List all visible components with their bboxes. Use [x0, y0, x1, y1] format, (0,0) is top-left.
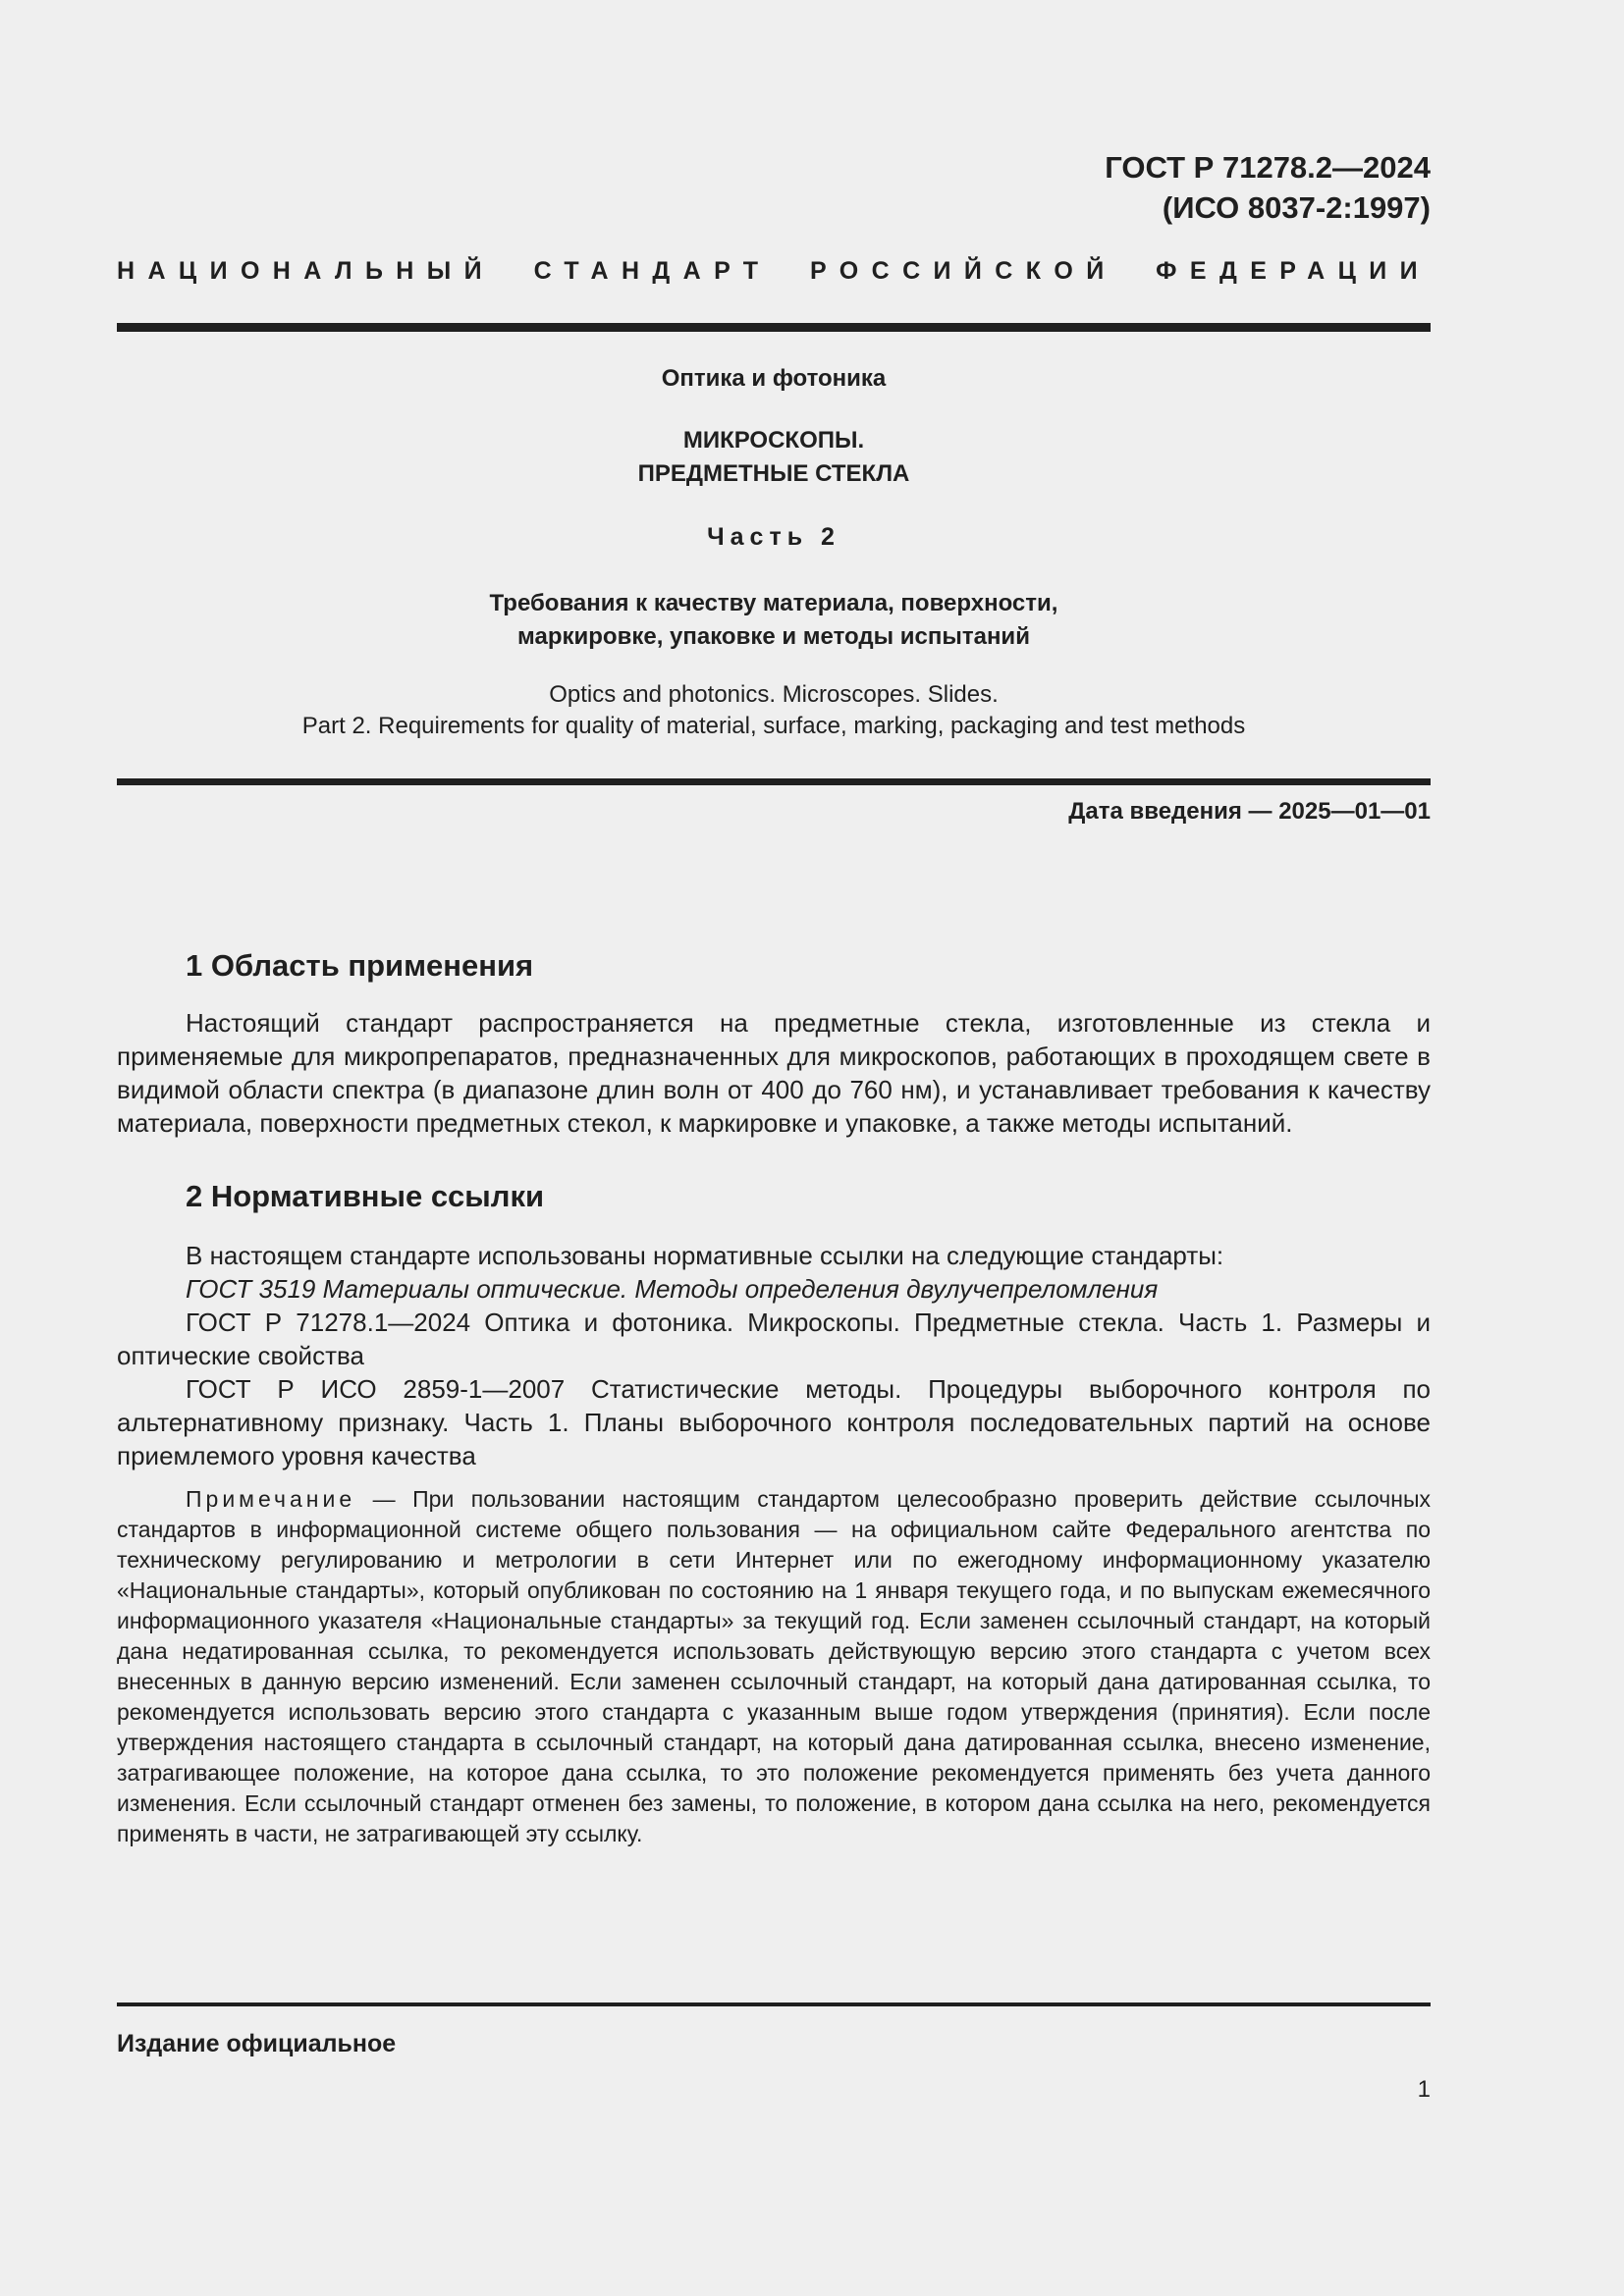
introduction-date: Дата введения — 2025—01—01: [1068, 798, 1431, 825]
note-paragraph: [117, 1484, 1431, 1849]
main-title-line-1: МИКРОСКОПЫ.: [682, 427, 865, 454]
reference-gost-71278-1: ГОСТ Р 71278.1—2024 Оптика и фотоника. Микроскопы. Предметные стекла. Часть 1. Размеры и оптические свойства: [117, 1308, 1431, 1370]
page-number: 1: [1417, 2076, 1431, 2103]
bottom-thick-divider: [117, 778, 1431, 785]
main-title-line-2: ПРЕДМЕТНЫЕ СТЕКЛА: [637, 460, 910, 487]
footer-divider: [117, 2002, 1431, 2006]
top-thick-divider: [117, 323, 1431, 332]
section-2-heading: 2 Нормативные ссылки: [186, 1179, 545, 1213]
note-label: Примечание: [186, 1486, 356, 1512]
section-2-body: [117, 1239, 1431, 1472]
reference-gost-iso-2859-1: ГОСТ Р ИСО 2859-1—2007 Статистические методы. Процедуры выборочного контроля по альтернативному признаку. Часть 1. Планы выборочного контроля последовательных партий на основе приемлемого уровня качества: [117, 1374, 1431, 1470]
document-code-block: [1105, 147, 1431, 228]
part-label: Часть 2: [707, 523, 840, 551]
field-title: Оптика и фотоника: [661, 365, 887, 392]
section-1-heading: 1 Область применения: [186, 948, 534, 983]
section-2-intro: В настоящем стандарте использованы нормативные ссылки на следующие стандарты:: [186, 1241, 1224, 1270]
official-edition-label: Издание официальное: [117, 2030, 397, 2057]
section-1-paragraph: Настоящий стандарт распространяется на предметные стекла, изготовленные из стекла и применяемые для микропрепаратов, предназначенных для микроскопов, работающих в проходящем свете в видимой области спектра (в диапазоне длин волн от 400 до 760 нм), и устанавливает требования к качеству материала, поверхности предметных стекол, к маркировке и упаковке, а также методы испытаний.: [117, 1008, 1431, 1138]
subtitle-line-2: маркировке, упаковке и методы испытаний: [517, 623, 1030, 650]
english-title: [117, 679, 1431, 742]
section-1-body: [117, 1006, 1431, 1140]
iso-number: (ИСО 8037-2:1997): [1162, 190, 1431, 225]
main-title: [117, 424, 1431, 491]
subtitle: [117, 587, 1431, 654]
english-title-line-1: Optics and photonics. Microscopes. Slides.: [549, 681, 999, 708]
reference-gost-3519: ГОСТ 3519 Материалы оптические. Методы определения двулучепреломления: [186, 1274, 1159, 1304]
national-standard-banner: НАЦИОНАЛЬНЫЙ СТАНДАРТ РОССИЙСКОЙ ФЕДЕРАЦИИ: [117, 257, 1431, 285]
note-text: — При пользовании настоящим стандартом целесообразно проверить действие ссылочных стандартов в информационной системе общего пользования — на официальном сайте Федерального агентства по техническому регулированию и метрологии в сети Интернет или по ежегодному информационному указателю «Национальные стандарты», который опубликован по состоянию на 1 января текущего года, и по выпускам ежемесячного информационного указателя «Национальные стандарты» за текущий год. Если заменен ссылочный стандарт, на который дана недатированная ссылка, то рекомендуется использовать действующую версию этого стандарта с учетом всех внесенных в данную версию изменений. Если заменен ссылочный стандарт, на который дана датированная ссылка, то рекомендуется использовать версию этого стандарта с указанным выше годом утверждения (принятия). Если после утверждения настоящего стандарта в ссылочный стандарт, на который дана датированная ссылка, внесено изменение, затрагивающее положение, на которое дана ссылка, то это положение рекомендуется применять без учета данного изменения. Если ссылочный стандарт отменен без замены, то положение, в котором дана ссылка на него, рекомендуется применять в части, не затрагивающей эту ссылку.: [117, 1486, 1431, 1846]
subtitle-line-1: Требования к качеству материала, поверхности,: [489, 590, 1058, 616]
gost-number: ГОСТ Р 71278.2—2024: [1105, 150, 1431, 185]
english-title-line-2: Part 2. Requirements for quality of material, surface, marking, packaging and test methods: [301, 713, 1246, 739]
note-block: [117, 1484, 1431, 1849]
